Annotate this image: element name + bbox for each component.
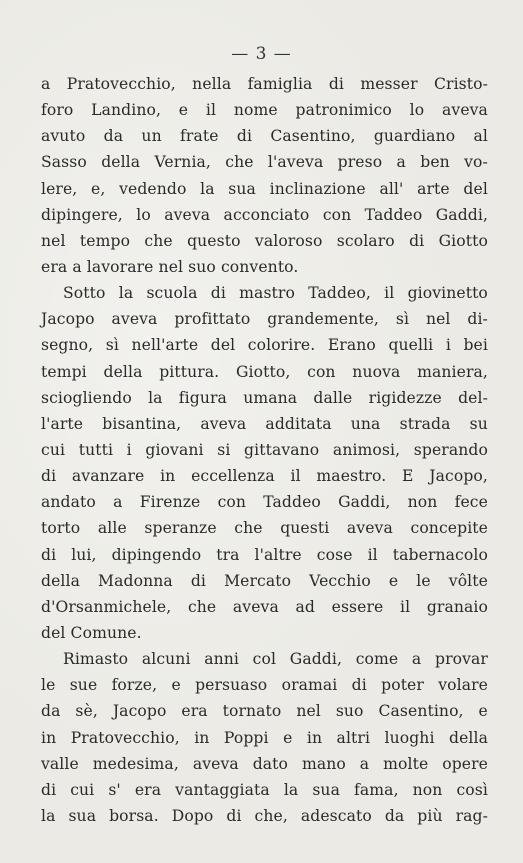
text-line: le sue forze, e persuaso oramai di poter volare xyxy=(41,676,488,695)
text-line: la sua borsa. Dopo di che, adescato da più rag- xyxy=(41,806,488,825)
text-line: da sè, Jacopo era tornato nel suo Casentino, e xyxy=(41,702,488,721)
text-line: Sasso della Vernia, che l'aveva preso a ben vo- xyxy=(41,153,488,172)
text-line: lere, e, vedendo la sua inclinazione all' arte del xyxy=(41,179,488,198)
text-line: andato a Firenze con Taddeo Gaddi, non fece xyxy=(41,493,488,512)
text-line: avuto da un frate di Casentino, guardiano al xyxy=(41,127,488,146)
paragraph xyxy=(41,71,488,280)
text-line: Rimasto alcuni anni col Gaddi, come a provar xyxy=(63,650,488,669)
text-line: cui tutti i giovani si gittavano animosi, sperando xyxy=(41,440,488,459)
text-line: di cui s' era vantaggiata la sua fama, non così xyxy=(41,780,488,799)
text-line: segno, sì nell'arte del colorire. Erano quelli i bei xyxy=(41,336,488,355)
text-line: era a lavorare nel suo convento. xyxy=(41,257,299,276)
paragraph xyxy=(41,646,488,829)
page-number: — 3 — xyxy=(231,44,292,64)
text-line: d'Orsanmichele, che aveva ad essere il granaio xyxy=(41,597,488,616)
text-line: valle medesima, aveva dato mano a molte opere xyxy=(41,754,488,773)
body-text xyxy=(41,71,488,829)
text-line: di lui, dipingendo tra l'altre cose il tabernacolo xyxy=(41,545,488,564)
text-line: nel tempo che questo valoroso scolaro di Giotto xyxy=(41,231,488,250)
text-line: a Pratovecchio, nella famiglia di messer Cristo- xyxy=(41,75,488,93)
text-line: sciogliendo la figura umana dalle rigidezze del- xyxy=(41,388,488,407)
text-line: Sotto la scuola di mastro Taddeo, il giovinetto xyxy=(63,284,488,303)
text-line: in Pratovecchio, in Poppi e in altri luoghi della xyxy=(41,728,488,747)
text-line: torto alle speranze che questi aveva concepite xyxy=(41,519,488,538)
text-line: Jacopo aveva profittato grandemente, sì nel di- xyxy=(41,310,488,329)
text-line: dipingere, lo aveva acconciato con Taddeo Gaddi, xyxy=(41,205,488,224)
text-line: del Comune. xyxy=(41,623,142,642)
text-line: di avanzare in eccellenza il maestro. E Jacopo, xyxy=(41,467,488,486)
text-line: l'arte bisantina, aveva additata una strada su xyxy=(41,414,488,433)
paragraph xyxy=(41,280,488,646)
text-line: foro Landino, e il nome patronimico lo aveva xyxy=(41,101,488,120)
text-line: della Madonna di Mercato Vecchio e le vôlte xyxy=(41,571,488,590)
text-line: tempi della pittura. Giotto, con nuova maniera, xyxy=(41,362,488,381)
